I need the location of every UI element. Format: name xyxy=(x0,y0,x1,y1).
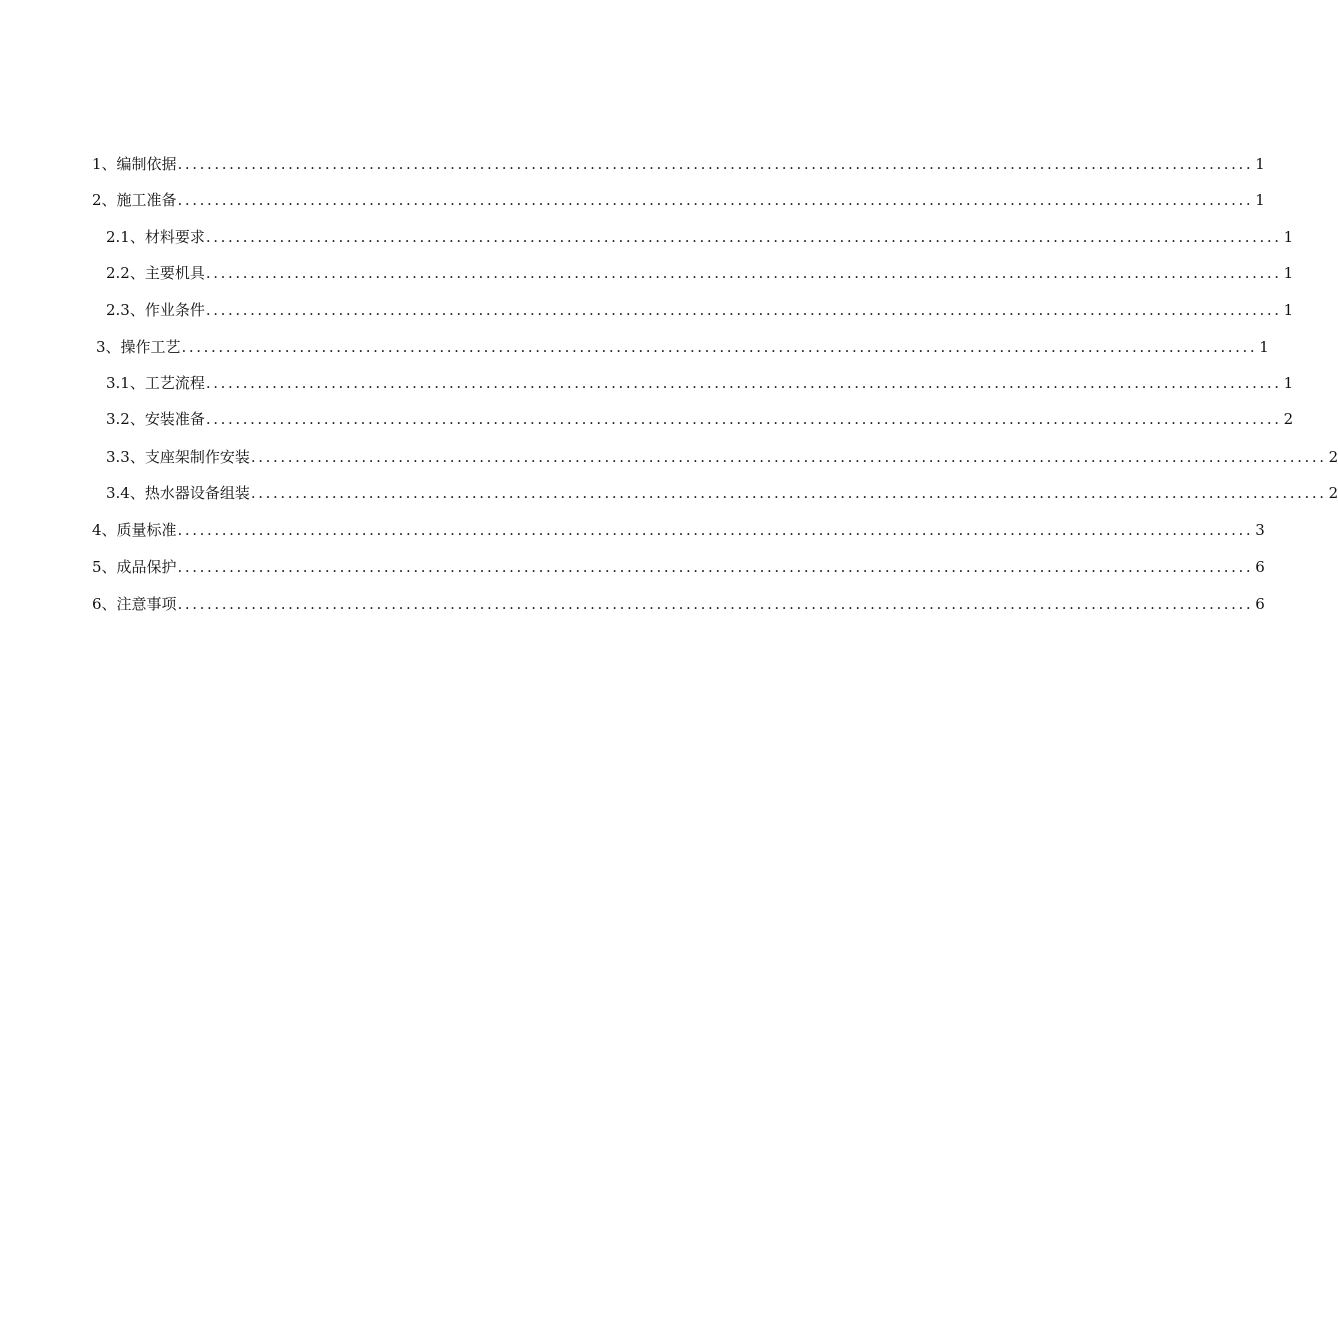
toc-entry-title: 2、施工准备 xyxy=(92,191,177,209)
toc-dot-leader: .................................................................................................................................................. xyxy=(177,521,1254,539)
toc-entry-title: 2.3、作业条件 xyxy=(106,301,205,319)
toc-entry-5[interactable] xyxy=(92,554,1265,580)
toc-page-number: 2 xyxy=(1328,484,1338,502)
toc-entry-4[interactable] xyxy=(92,517,1265,543)
toc-page-number: 6 xyxy=(1255,558,1265,576)
toc-entry-3-2[interactable] xyxy=(106,406,1294,432)
toc-entry-title: 3.1、工艺流程 xyxy=(106,374,205,392)
toc-entry-2-3[interactable] xyxy=(106,297,1294,323)
toc-entry-title: 5、成品保护 xyxy=(92,558,177,576)
toc-dot-leader: .................................................................................................................................................. xyxy=(205,410,1282,428)
toc-entry-3-1[interactable] xyxy=(106,370,1294,396)
toc-page-number: 1 xyxy=(1283,228,1294,246)
toc-dot-leader: .................................................................................................................................................. xyxy=(205,264,1282,282)
toc-entry-2-2[interactable] xyxy=(106,260,1294,286)
toc-entry-title: 2.2、主要机具 xyxy=(106,264,205,282)
toc-entry-3[interactable] xyxy=(96,334,1269,360)
toc-entry-title: 1、编制依据 xyxy=(92,155,177,173)
toc-page-number: 1 xyxy=(1283,301,1294,319)
toc-page-number: 2 xyxy=(1328,448,1338,466)
toc-dot-leader: .................................................................................................................................................. xyxy=(250,484,1327,502)
toc-entry-6[interactable] xyxy=(92,591,1265,617)
toc-entry-title: 3.4、热水器设备组装 xyxy=(106,484,250,502)
toc-entry-1[interactable] xyxy=(92,151,1265,177)
toc-page-number: 6 xyxy=(1255,595,1265,613)
toc-page-number: 1 xyxy=(1255,155,1265,173)
toc-entry-title: 3、操作工艺 xyxy=(96,338,181,356)
toc-entry-title: 4、质量标准 xyxy=(92,521,177,539)
toc-dot-leader: .................................................................................................................................................. xyxy=(205,228,1282,246)
toc-entry-2[interactable] xyxy=(92,187,1265,213)
toc-entry-title: 3.2、安装准备 xyxy=(106,410,205,428)
toc-entry-2-1[interactable] xyxy=(106,224,1294,250)
toc-dot-leader: .................................................................................................................................................. xyxy=(205,374,1282,392)
toc-page-number: 1 xyxy=(1283,374,1294,392)
toc-page-number: 1 xyxy=(1255,191,1265,209)
toc-page-number: 3 xyxy=(1255,521,1265,539)
toc-entry-title: 3.3、支座架制作安装 xyxy=(106,448,250,466)
toc-dot-leader: .................................................................................................................................................. xyxy=(177,155,1254,173)
toc-entry-title: 6、注意事项 xyxy=(92,595,177,613)
toc-dot-leader: .................................................................................................................................................. xyxy=(181,338,1258,356)
toc-entry-3-4[interactable] xyxy=(106,480,1338,506)
toc-dot-leader: .................................................................................................................................................. xyxy=(177,191,1254,209)
toc-entry-title: 2.1、材料要求 xyxy=(106,228,205,246)
toc-dot-leader: .................................................................................................................................................. xyxy=(250,448,1327,466)
toc-page-number: 2 xyxy=(1283,410,1294,428)
toc-page-number: 1 xyxy=(1283,264,1294,282)
toc-dot-leader: .................................................................................................................................................. xyxy=(177,595,1254,613)
toc-entry-3-3[interactable] xyxy=(106,444,1338,470)
toc-dot-leader: .................................................................................................................................................. xyxy=(205,301,1282,319)
toc-page-number: 1 xyxy=(1259,338,1269,356)
toc-dot-leader: .................................................................................................................................................. xyxy=(177,558,1254,576)
